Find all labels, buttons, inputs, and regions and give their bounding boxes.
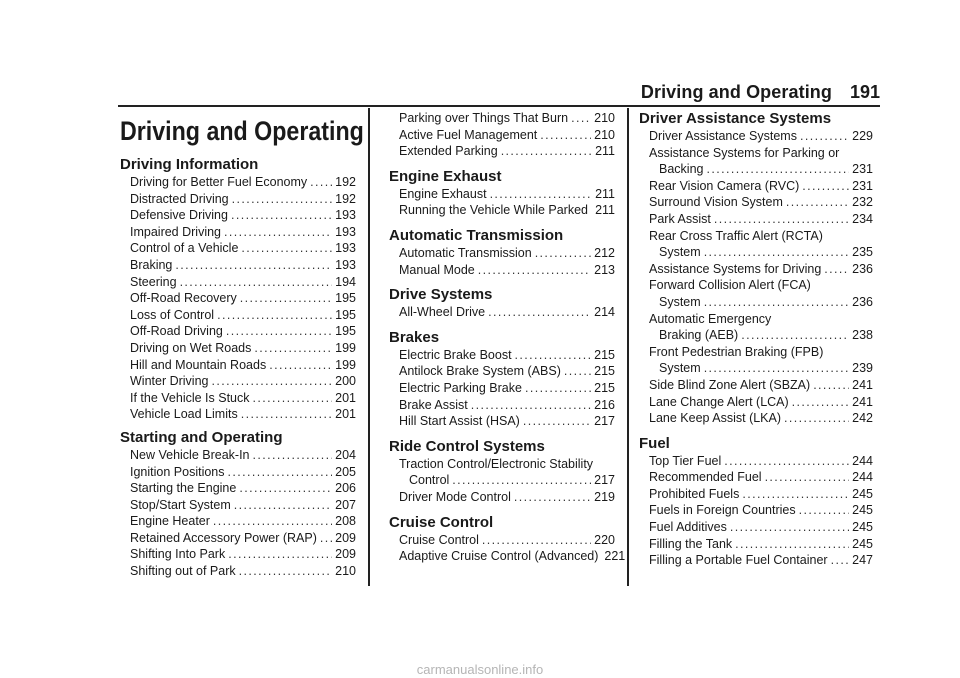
toc-entry[interactable] [120, 373, 356, 390]
toc-entry-title: Distracted Driving [130, 191, 229, 206]
toc-entry[interactable] [120, 307, 356, 324]
leader-dots [765, 469, 850, 486]
leader-dots [704, 244, 849, 261]
leader-dots [226, 323, 332, 340]
leader-dots [704, 294, 849, 311]
toc-entry[interactable] [639, 410, 873, 427]
toc-entry[interactable] [389, 143, 615, 160]
toc-entry[interactable] [389, 110, 615, 127]
toc-entry[interactable] [120, 406, 356, 423]
leader-dots [224, 224, 332, 241]
leader-dots [535, 245, 591, 262]
toc-entry[interactable] [120, 240, 356, 257]
leader-dots [228, 546, 332, 563]
leader-dots [180, 274, 333, 291]
toc-entry[interactable] [389, 532, 615, 549]
leader-dots [241, 406, 332, 423]
toc-page-number: 210 [594, 127, 615, 142]
toc-entry[interactable] [639, 536, 873, 553]
toc-entry[interactable] [389, 262, 615, 279]
toc-entry-title: Traction Control/Electronic Stability [399, 456, 594, 471]
toc-page-number: 245 [852, 520, 873, 535]
toc-page-number: 211 [595, 144, 615, 159]
leader-dots [704, 360, 849, 377]
toc-page-number: 207 [335, 497, 356, 512]
leader-dots [482, 532, 591, 549]
toc-page-number: 201 [335, 407, 356, 422]
leader-dots [231, 207, 332, 224]
toc-page-number: 210 [594, 111, 615, 125]
toc-entry-title: Driver Assistance Systems [649, 129, 797, 143]
toc-page-number: 220 [594, 532, 615, 547]
toc-entry[interactable] [389, 397, 615, 414]
leader-dots [730, 519, 849, 536]
toc-page-number: 209 [335, 530, 356, 545]
toc-page-number: 247 [852, 553, 873, 568]
toc-entry[interactable] [120, 274, 356, 291]
toc-entry-title: Filling the Tank [649, 536, 733, 551]
toc-page-number: 212 [594, 245, 615, 260]
leader-dots [232, 191, 333, 208]
toc-entry[interactable] [120, 546, 356, 563]
toc-page-number: 244 [852, 453, 873, 468]
toc-entry[interactable] [120, 563, 356, 580]
toc-entry[interactable] [389, 548, 626, 565]
toc-entry-title: Manual Mode [399, 262, 475, 277]
toc-page-number: 193 [335, 257, 356, 272]
section-heading[interactable]: Drive Systems [389, 286, 493, 304]
toc-page-number: 215 [594, 364, 615, 379]
toc-page-number: 209 [335, 547, 356, 562]
toc-entry-title: Assistance Systems for Driving [649, 261, 822, 276]
leader-dots [515, 347, 592, 364]
toc-entry[interactable] [639, 277, 873, 294]
toc-page-number: 242 [852, 411, 873, 426]
toc-entry[interactable] [120, 340, 356, 357]
section-heading[interactable]: Ride Control Systems [389, 437, 545, 455]
toc-entry-title: Brake Assist [399, 397, 468, 412]
toc-page-number: 193 [335, 241, 356, 256]
toc-entry-title-continued: System [659, 361, 701, 376]
column-divider [368, 108, 370, 586]
leader-dots [253, 390, 333, 407]
toc-page-number: 236 [852, 294, 873, 309]
leader-dots [234, 497, 332, 514]
toc-entry[interactable] [120, 323, 356, 340]
toc-entry-title: Loss of Control [130, 307, 215, 322]
toc-entry[interactable] [639, 211, 873, 228]
leader-dots [452, 472, 591, 489]
toc-entry-title: Electric Parking Brake [399, 380, 522, 395]
toc-entry-title: Off-Road Recovery [130, 291, 237, 306]
toc-page-number: 199 [335, 340, 356, 355]
toc-entry-continuation[interactable] [389, 472, 615, 489]
toc-entry[interactable] [389, 347, 615, 364]
toc-entry-continuation[interactable] [639, 327, 873, 344]
toc-page-number: 217 [594, 414, 615, 429]
toc-entry-title: Driving on Wet Roads [130, 340, 252, 355]
toc-page-number: 245 [852, 536, 873, 551]
toc-entry-title-continued: Backing [659, 162, 704, 177]
toc-entry[interactable] [639, 178, 873, 195]
toc-page-number: 192 [335, 191, 356, 206]
toc-entry-title: Filling a Portable Fuel Container [649, 553, 828, 568]
toc-entry-title: Park Assist [649, 211, 711, 226]
leader-dots [813, 377, 849, 394]
leader-dots [525, 380, 591, 397]
leader-dots [831, 552, 850, 569]
toc-entry-title: Parking over Things That Burn [399, 111, 569, 125]
toc-entry-title: Recommended Fuel [649, 470, 762, 485]
toc-page-number: 213 [594, 262, 615, 277]
toc-page-number: 231 [852, 162, 873, 177]
toc-page-number: 193 [335, 224, 356, 239]
leader-dots [735, 536, 849, 553]
toc-page-number: 201 [335, 390, 356, 405]
section-heading[interactable]: Engine Exhaust [389, 167, 502, 185]
toc-entry-title: Front Pedestrian Braking (FPB) [649, 344, 824, 359]
leader-dots [217, 307, 332, 324]
header-rule [118, 105, 880, 107]
leader-dots [254, 340, 332, 357]
toc-entry-title: Top Tier Fuel [649, 453, 722, 468]
toc-entry[interactable] [639, 261, 873, 278]
toc-entry-title: Automatic Emergency [649, 311, 772, 326]
leader-dots [591, 202, 592, 219]
section-heading[interactable]: Automatic Transmission [389, 226, 564, 244]
toc-entry-continuation[interactable] [639, 294, 873, 311]
toc-entry-title: Electric Brake Boost [399, 347, 512, 362]
leader-dots [706, 161, 849, 178]
toc-entry[interactable] [639, 344, 873, 361]
toc-page-number: 229 [852, 129, 873, 143]
leader-dots [241, 240, 332, 257]
toc-entry-title-continued: System [659, 294, 701, 309]
toc-entry-title: Winter Driving [130, 374, 209, 389]
toc-entry-title: Fuels in Foreign Countries [649, 503, 796, 518]
leader-dots [564, 363, 591, 380]
toc-entry[interactable] [639, 128, 873, 145]
toc-entry-continuation[interactable] [639, 360, 873, 377]
toc-entry-title: Shifting out of Park [130, 564, 236, 579]
leader-dots [802, 178, 849, 195]
leader-dots [471, 397, 591, 414]
toc-page-number: 210 [335, 564, 356, 579]
section-heading[interactable]: Driving Information [120, 156, 259, 173]
toc-entry[interactable] [639, 519, 873, 536]
toc-entry[interactable] [120, 257, 356, 274]
toc-entry[interactable] [389, 489, 615, 506]
toc-entry[interactable] [120, 174, 356, 191]
leader-dots [800, 128, 849, 145]
toc-page-number: 236 [852, 261, 873, 276]
section-heading[interactable]: Driver Assistance Systems [639, 110, 832, 127]
toc-entry[interactable] [389, 413, 615, 430]
toc-page-number: 221 [604, 549, 626, 564]
leader-dots [488, 304, 591, 321]
toc-column-3 [639, 110, 873, 569]
toc-entry-title: Retained Accessory Power (RAP) [130, 530, 317, 545]
toc-entry-title: Adaptive Cruise Control (Advanced) [399, 549, 599, 564]
toc-entry-title: Defensive Driving [130, 208, 228, 223]
toc-page-number: 211 [595, 186, 615, 201]
toc-entry[interactable] [120, 191, 356, 208]
toc-entry-title: Stop/Start System [130, 497, 231, 512]
toc-page-number: 239 [852, 361, 873, 376]
toc-entry-title: If the Vehicle Is Stuck [130, 390, 250, 405]
toc-entry-title: Side Blind Zone Alert (SBZA) [649, 377, 811, 392]
toc-entry-title: Braking [130, 257, 173, 272]
leader-dots [213, 513, 332, 530]
section-heading[interactable]: Fuel [639, 434, 670, 452]
leader-dots [239, 563, 333, 580]
leader-dots [240, 290, 332, 307]
toc-entry-title: Control of a Vehicle [130, 241, 239, 256]
toc-entry[interactable] [120, 207, 356, 224]
leader-dots [310, 174, 332, 191]
toc-page-number: 241 [852, 394, 873, 409]
leader-dots [523, 413, 591, 430]
leader-dots [714, 211, 849, 228]
toc-entry-title: Extended Parking [399, 144, 498, 159]
chapter-title: Driving and Operating [120, 116, 364, 146]
toc-entry-title: Fuel Additives [649, 520, 727, 535]
toc-entry-title: Impaired Driving [130, 224, 222, 239]
toc-entry-title: Forward Collision Alert (FCA) [649, 278, 811, 293]
toc-entry-title: Rear Cross Traffic Alert (RCTA) [649, 228, 823, 243]
toc-entry-title: Ignition Positions [130, 464, 225, 479]
toc-column-2 [389, 110, 626, 565]
toc-entry-title: Assistance Systems for Parking or [649, 145, 840, 160]
toc-page-number: 235 [852, 245, 873, 260]
toc-page-number: 194 [335, 274, 356, 289]
leader-dots [571, 110, 591, 127]
toc-entry[interactable] [120, 357, 356, 374]
toc-page-number: 215 [594, 347, 615, 362]
toc-entry-title: Prohibited Fuels [649, 486, 740, 501]
toc-entry[interactable] [120, 290, 356, 307]
toc-entry-title: Active Fuel Management [399, 127, 538, 142]
toc-entry[interactable] [639, 394, 873, 411]
toc-entry-title: Steering [130, 274, 177, 289]
toc-page-number: 214 [594, 305, 615, 320]
leader-dots [490, 186, 593, 203]
toc-entry[interactable] [639, 469, 873, 486]
toc-entry-title: Driving for Better Fuel Economy [130, 175, 308, 189]
toc-page-number: 232 [852, 195, 873, 210]
toc-entry-title: Hill and Mountain Roads [130, 357, 267, 372]
toc-entry-title: Rear Vision Camera (RVC) [649, 178, 800, 193]
toc-entry[interactable] [639, 194, 873, 211]
toc-entry[interactable] [389, 127, 615, 144]
toc-page-number: 205 [335, 464, 356, 479]
toc-entry-title: New Vehicle Break-In [130, 447, 250, 462]
leader-dots [212, 373, 333, 390]
toc-page-number: 199 [335, 357, 356, 372]
toc-entry[interactable] [120, 464, 356, 481]
toc-page-number: 195 [335, 291, 356, 306]
toc-entry-title: Off-Road Driving [130, 324, 223, 339]
toc-entry-title-continued: Braking (AEB) [659, 328, 739, 343]
toc-entry-continuation[interactable] [639, 161, 873, 178]
toc-entry[interactable] [120, 447, 356, 464]
toc-page-number: 216 [594, 397, 615, 412]
leader-dots [784, 410, 849, 427]
toc-page-number: 217 [594, 473, 615, 488]
leader-dots [742, 486, 849, 503]
leader-dots [501, 143, 592, 160]
leader-dots [786, 194, 849, 211]
leader-dots [824, 261, 849, 278]
toc-page-number: 245 [852, 486, 873, 501]
toc-entry[interactable] [120, 224, 356, 241]
toc-page-number: 200 [335, 374, 356, 389]
toc-entry-continuation[interactable] [639, 244, 873, 261]
toc-entry[interactable] [120, 497, 356, 514]
toc-entry[interactable] [120, 390, 356, 407]
leader-dots [741, 327, 849, 344]
toc-entry-title: Automatic Transmission [399, 245, 532, 260]
toc-page-number: 208 [335, 514, 356, 529]
toc-page-number: 204 [335, 447, 356, 462]
section-heading[interactable]: Cruise Control [389, 513, 494, 531]
leader-dots [269, 357, 332, 374]
toc-entry-title: Engine Exhaust [399, 186, 487, 201]
toc-entry[interactable] [389, 304, 615, 321]
leader-dots [540, 127, 591, 144]
toc-page-number: 244 [852, 470, 873, 485]
toc-entry-title: Engine Heater [130, 514, 210, 529]
toc-entry[interactable] [639, 228, 873, 245]
toc-entry[interactable] [120, 530, 356, 547]
toc-entry[interactable] [389, 186, 615, 203]
toc-entry-title-continued: System [659, 245, 701, 260]
toc-entry[interactable] [389, 202, 615, 219]
toc-entry-title: Lane Change Alert (LCA) [649, 394, 789, 409]
toc-page-number: 206 [335, 481, 356, 496]
leader-dots [239, 480, 332, 497]
toc-page-number: 234 [852, 211, 873, 226]
toc-entry-title: Antilock Brake System (ABS) [399, 364, 561, 379]
toc-entry-title: Cruise Control [399, 532, 479, 547]
toc-page-number: 245 [852, 503, 873, 518]
toc-page-number: 192 [335, 175, 356, 189]
running-header-title: Driving and Operating [640, 82, 832, 102]
toc-entry[interactable] [639, 552, 873, 569]
section-heading[interactable]: Starting and Operating [120, 428, 283, 446]
toc-page-number: 195 [335, 324, 356, 339]
toc-page-number: 195 [335, 307, 356, 322]
toc-entry[interactable] [120, 480, 356, 497]
toc-entry[interactable] [639, 377, 873, 394]
toc-entry[interactable] [639, 502, 873, 519]
toc-entry-title: Surround Vision System [649, 195, 783, 210]
toc-entry[interactable] [389, 245, 615, 262]
toc-page-number: 211 [595, 203, 615, 218]
watermark: carmanualsonline.info [416, 662, 544, 677]
leader-dots [724, 453, 849, 470]
toc-entry-title-continued: Control [409, 473, 450, 488]
toc-page-number: 238 [852, 328, 873, 343]
toc-page-number: 231 [852, 178, 873, 193]
toc-entry-title: Vehicle Load Limits [130, 407, 238, 422]
toc-entry-title: All-Wheel Drive [399, 305, 486, 320]
section-heading[interactable]: Brakes [389, 328, 440, 346]
column-divider [627, 108, 629, 586]
toc-column-1 [120, 110, 364, 580]
toc-page-number: 241 [852, 377, 873, 392]
toc-page-number: 219 [594, 489, 615, 504]
toc-entry[interactable] [639, 145, 873, 162]
leader-dots [228, 464, 333, 481]
toc-entry-title: Driver Mode Control [399, 489, 511, 504]
toc-entry[interactable] [120, 513, 356, 530]
leader-dots [792, 394, 849, 411]
leader-dots [799, 502, 850, 519]
toc-entry-title: Starting the Engine [130, 481, 237, 496]
page-number: 191 [849, 82, 880, 102]
leader-dots [320, 530, 332, 547]
toc-entry-title: Shifting Into Park [130, 547, 226, 562]
toc-entry-title: Running the Vehicle While Parked [399, 203, 589, 218]
toc-page-number: 193 [335, 208, 356, 223]
toc-entry[interactable] [639, 311, 873, 328]
toc-entry[interactable] [389, 380, 615, 397]
leader-dots [175, 257, 332, 274]
toc-entry-title: Lane Keep Assist (LKA) [649, 411, 782, 426]
toc-entry[interactable] [639, 453, 873, 470]
leader-dots [253, 447, 333, 464]
leader-dots [478, 262, 591, 279]
leader-dots [514, 489, 591, 506]
toc-entry[interactable] [389, 456, 615, 473]
toc-entry-title: Hill Start Assist (HSA) [399, 414, 520, 429]
toc-entry[interactable] [389, 363, 615, 380]
toc-entry[interactable] [639, 486, 873, 503]
page-header [0, 82, 960, 102]
toc-page-number: 215 [594, 380, 615, 395]
